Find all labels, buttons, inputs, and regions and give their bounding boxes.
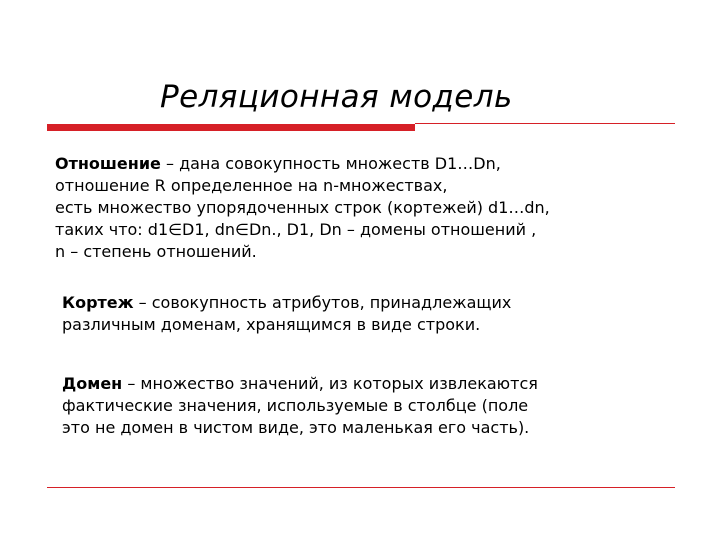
footer-divider-line [47,487,675,488]
definition-term: Домен [62,374,123,393]
definition-line: фактические значения, используемые в столбце (поле [62,396,529,415]
definition-text: – множество значений, из которых извлекаются [122,374,538,393]
slide-title: Реляционная модель [160,79,513,115]
definition-line: таких что: d1∈D1, dn∈Dn., D1, Dn – домены отношений , [55,220,537,239]
definition-tuple [62,292,511,336]
definition-text: – дана совокупность множеств D1…Dn, [160,154,501,173]
definition-line: есть множество упорядоченных строк (кортежей) d1…dn, [55,198,550,217]
definition-text: – совокупность атрибутов, принадлежащих [133,293,512,312]
definition-line: это не домен в чистом виде, это маленькая его часть). [62,418,530,437]
definition-line [62,292,511,314]
definition-term: Отношение [55,154,161,173]
definition-term: Кортеж [62,293,134,312]
title-divider-line [415,123,675,124]
definition-line [55,153,550,175]
title-accent-bar [47,124,415,131]
definition-domain [62,373,538,439]
definition-line: отношение R определенное на n-множествах, [55,176,448,195]
definition-line [62,373,538,395]
definition-line: различным доменам, хранящимся в виде строки. [62,315,481,334]
definition-relation [55,153,550,263]
definition-line: n – степень отношений. [55,242,257,261]
